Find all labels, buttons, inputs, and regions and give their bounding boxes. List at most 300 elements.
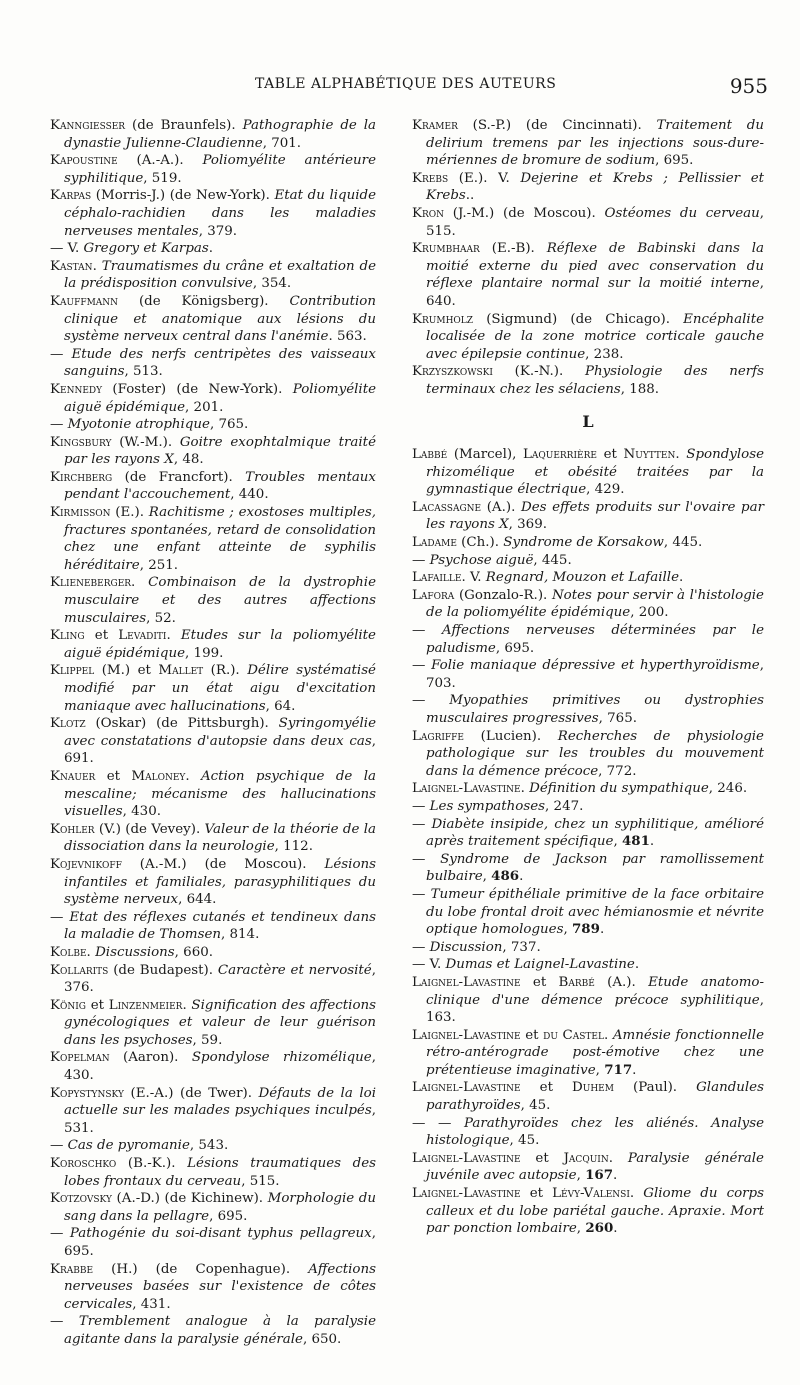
entry-affiliation: et [520,974,559,990]
author-name: Kojevnikoff [50,856,122,872]
right-column-l-entries [412,446,764,1238]
index-entry [412,1027,764,1080]
entry-title: Pathogénie du soi-disant typhus pellagreux [69,1226,372,1242]
page-reference: , 695. [64,1226,376,1259]
page-reference: , 163. [426,992,764,1026]
entry-affiliation: et [520,1027,544,1043]
entry-affiliation: (J.-M.) (de Moscou). [444,205,605,221]
author-name: König [50,997,87,1013]
index-entry [50,187,376,240]
page-reference: , [576,1168,586,1184]
running-title: TABLE ALPHABÉTIQUE DES AUTEURS [255,76,557,92]
entry-title: Traitement du delirium tremens par les injections sous-dure-mériennes de bromure de sodium [426,118,764,169]
author-name: Kauffmann [50,293,119,309]
section-letter: L [582,411,594,431]
coauthor-name: Levaditi [118,628,167,644]
page-reference: , 772. [598,763,637,779]
entry-affiliation: (K.-N.). [492,364,585,380]
entry-affiliation: — V. [50,241,84,257]
entry-title: Des effets produits sur l'ovaire par les rayons X [426,499,764,533]
index-entry [50,662,376,715]
index-entry [50,346,376,381]
author-name: Kling [50,628,85,644]
index-entry [50,856,376,909]
author-name: Kirmisson [50,505,111,521]
entry-affiliation: — [412,658,432,674]
entry-title: Gregory et Karpas [83,241,209,257]
page-reference: , 431. [132,1296,171,1312]
coauthor-name: Mallet [158,663,204,679]
page-reference: , [576,1221,586,1237]
index-entry [50,1225,376,1260]
page-reference: , 430. [64,1050,377,1084]
entry-affiliation: — [412,693,450,709]
index-entry [50,821,376,856]
entry-title: Gliome du corps calleux et du lobe pariétal gauche. Apraxie. Mort par ponction lombaire [426,1186,765,1237]
entry-title: Affections nerveuses déterminées par le paludisme [426,623,764,656]
author-name: Laignel-Lavastine [412,1150,521,1166]
entry-title: Diabète insipide, chez un syphilitique, amélioré après traitement spécifique [426,816,764,850]
page-reference-bold: 486 [491,868,520,885]
entry-affiliation: (de Königsberg). [118,293,290,309]
page-reference: , 376. [64,962,376,996]
page-reference: , 354. [252,276,292,292]
entry-affiliation: — [412,798,430,814]
index-entry [412,692,764,727]
entry-affiliation: et [84,628,119,644]
index-entry [412,816,764,851]
entry-affiliation: (S.-P.) (de Cincinnati). [457,118,657,133]
entry-title: Ostéomes du cerveau [604,205,760,221]
coauthor-name: du Castel [543,1027,604,1043]
page-reference: . [634,957,640,973]
entry-affiliation: . [92,258,102,274]
index-entry [412,363,764,398]
page-reference: , 814. [221,927,260,943]
page-reference: , 703. [426,658,764,691]
entry-title: Regnard, Mouzon et Lafaille [485,570,680,586]
author-name: Koroschko [50,1156,117,1172]
entry-affiliation: (A.-D.) (de Kichinew). [111,1191,268,1207]
entry-affiliation: (A.). [594,974,649,990]
entry-title: Les sympathoses [429,798,546,814]
entry-affiliation: (de Budapest). [108,962,218,978]
author-name: Kron [412,205,445,221]
index-entry [50,909,376,944]
author-name: Laignel-Lavastine [412,1080,521,1096]
entry-title: Contribution clinique et anatomique aux lésions du système nerveux central dans l'anémie [64,293,376,345]
author-name: Laignel-Lavastine [412,781,521,797]
index-entry [412,886,764,939]
entry-title: Poliomyélite antérieure syphilitique [64,153,376,186]
entry-title: Encéphalite localisée de la zone motrice corticale gauche avec épilepsie continue [426,311,764,362]
entry-title: Pathographie de la dynastie Julienne-Claudienne [64,118,377,151]
coauthor-name: Linzenmeier [108,997,183,1013]
index-entry [412,205,764,240]
page-reference-end: . [519,869,524,885]
page-reference: , 246. [708,781,748,797]
page-reference: , 519. [143,170,182,186]
page-reference: , 188. [620,381,660,397]
entry-affiliation: . [608,1150,628,1166]
index-entry [412,851,764,886]
author-name: Krzyszkowski [412,364,493,380]
page-reference: , 200. [630,605,669,621]
page-reference: , 430. [122,804,161,820]
left-column [50,117,376,1349]
entry-title: Lésions infantiles et familiales, parasyphilitiques du système nerveux [64,856,376,908]
author-name: Kastan [50,258,93,274]
index-entry [50,240,376,258]
page-reference: , [613,834,622,850]
page-reference: , 247. [545,798,584,814]
entry-affiliation: — [50,1314,79,1330]
entry-affiliation: . [86,944,96,960]
entry-affiliation: — [50,1138,68,1154]
entry-affiliation: (H.) (de Copenhague). [93,1261,309,1277]
page-reference: , [595,1062,605,1078]
entry-affiliation: (Marcel), [447,447,523,463]
index-entry [412,956,764,974]
index-entry [412,1185,764,1238]
entry-title: Combinaison de la dystrophie musculaire et des autres affections musculaires [64,575,376,626]
author-name: Klotz [50,716,86,732]
page-reference: , 45. [509,1133,540,1149]
author-name: Lagriffe [412,728,464,744]
page-reference: , 531. [64,1103,376,1136]
author-name: Kolbe [50,944,87,960]
entry-affiliation: . [166,628,181,644]
entry-title: Tumeur épithéliale primitive de la face orbitaire du lobe frontal droit avec hémianosmie et névrite optique homologues [426,886,764,938]
page-reference: , 48. [173,452,204,468]
page-reference: , 440. [230,487,269,503]
entry-affiliation: (E.). V. [448,170,521,186]
index-entry [50,293,376,346]
index-entry [50,416,376,434]
page-reference: , 515. [241,1173,280,1189]
entry-affiliation: (R.). [203,663,248,679]
entry-title: Discussion [429,939,503,955]
page-reference: , 644. [178,892,217,908]
author-name: Kennedy [50,381,103,397]
page-reference: , 45. [520,1098,551,1114]
page-reference: , 64. [265,698,296,714]
coauthor-name: Laquerrière [522,447,597,463]
index-entry [412,446,764,499]
index-entry [50,768,376,821]
entry-title: Etat du liquide céphalo-rachidien dans les maladies nerveuses mentales [64,188,376,239]
author-name: Kapoustine [50,153,118,169]
entry-title: Paralysie générale juvénile avec autopsie [426,1150,764,1184]
entry-title: Myotonie atrophique [67,417,210,433]
entry-affiliation: — — [412,1115,464,1131]
entry-affiliation: — [50,1226,70,1242]
entry-title: Tremblement analogue à la paralysie agitante dans la paralysie générale [64,1314,376,1347]
entry-title: Goitre exophtalmique traité par les rayons X [64,434,376,468]
page-reference: , 695. [209,1208,248,1224]
entry-affiliation: (Aaron). [109,1050,192,1066]
entry-title: Notes pour servir à l'histologie de la poliomyélite épidémique [426,587,764,621]
index-entry [50,997,376,1050]
page-reference: , 59. [192,1032,223,1048]
index-entry [50,1137,376,1155]
author-name: Kingsbury [50,434,112,450]
author-name: Laignel-Lavastine [412,1186,521,1202]
author-name: Krumbhaar [412,241,480,257]
author-name: Karpas [50,188,92,204]
author-name: Klieneberger [50,575,132,591]
page-reference: , 429. [586,482,625,498]
coauthor-name: Maloney [131,768,186,784]
index-entry [50,1190,376,1225]
entry-title: Poliomyélite aiguë épidémique [64,381,376,415]
page-reference: , 695. [655,153,694,169]
page-reference: , 199. [185,645,224,661]
entry-affiliation: (A.). [481,499,521,515]
page-reference: , 445. [663,535,703,551]
entry-affiliation: . [182,997,192,1013]
page-reference: , [563,922,572,938]
entry-affiliation: (A.-A.). [117,153,203,169]
index-entry [412,117,764,170]
entry-affiliation: (W.-M.). [111,434,180,450]
index-entry [412,974,764,1027]
entry-title: Etat des réflexes cutanés et tendineux dans la maladie de Thomsen [64,909,376,943]
index-entry [412,552,764,570]
entry-affiliation: . V. [461,570,486,586]
entry-title: Etude des nerfs centripètes des vaisseaux sanguins [64,346,376,380]
coauthor-name: Barbé [558,974,595,990]
author-name: Klippel [50,663,95,679]
entry-title: Etudes sur la poliomyélite aiguë épidémique [64,628,376,661]
page-reference: , 201. [185,399,224,415]
page-reference-end: . [599,922,605,938]
index-entry [50,117,376,152]
entry-title: Défauts de la loi actuelle sur les malades psychiques inculpés [64,1085,376,1119]
entry-affiliation: — [412,886,431,902]
entry-title: Signification des affections gynécologiques et valeur de leur guérison dans les psychoses [64,997,377,1048]
page-reference-bold: 167 [585,1167,614,1184]
author-name: Lacassagne [412,499,482,515]
page-reference: , 112. [274,839,313,855]
author-name: Krabbe [50,1261,94,1277]
page-reference: , 251. [139,557,179,573]
entry-title: Dumas et Laignel-Lavastine [445,957,635,973]
entry-title: Amnésie fonctionnelle rétro-antérograde post-émotive chez une prétentieuse imaginative [426,1027,764,1078]
entry-affiliation: — [412,623,442,639]
entry-title: Psychose aiguë [429,552,534,568]
entry-affiliation: . [675,447,687,463]
author-name: Krumholz [412,311,474,327]
entry-title: Recherches de physiologie pathologique sur les troubles du mouvement dans la démence précoce [426,728,764,779]
author-name: Lafora [412,587,455,603]
entry-title: Parathyroïdes chez les aliénés. Analyse histologique [426,1115,764,1149]
index-entry [412,1150,764,1185]
author-name: Kohler [50,821,95,837]
page-reference: , 691. [64,733,376,767]
entry-affiliation: — [50,909,70,925]
page-reference: , 52. [146,610,176,626]
page-reference: .. [465,188,475,204]
author-name: Knauer [50,768,96,784]
author-name: Kotzovsky [50,1191,112,1207]
entry-title: Syndrome de Korsakow [503,535,664,551]
entry-affiliation: (A.-M.) (de Moscou). [121,856,325,872]
page-reference-end: . [613,1168,618,1184]
page-reference: , 701. [262,135,302,151]
entry-affiliation: et [95,768,132,784]
entry-title: Lésions traumatiques des lobes frontaux du cerveau [64,1156,376,1189]
page-reference: , 369. [508,517,547,533]
page-reference: , 737. [502,939,541,955]
entry-affiliation: (Foster) (de New-York). [102,381,293,397]
index-entry [50,574,376,627]
entry-title: Physiologie des nerfs terminaux chez les sélaciens [426,364,764,397]
page-reference: , 513. [124,364,163,380]
index-entry [50,258,376,293]
entry-affiliation: (V.) (de Vevey). [94,821,205,837]
entry-affiliation: (E.). [110,505,149,521]
author-name: Laignel-Lavastine [412,1027,521,1043]
entry-title: Spondylose rhizomélique et obésité traitées par la gymnastique électrique [426,447,764,498]
index-entry [412,939,764,957]
entry-affiliation: . [520,781,530,797]
author-name: Labbé [412,447,448,463]
page-reference-bold: 789 [571,921,600,938]
index-entry [412,499,764,534]
page-reference: , 238. [585,346,624,362]
entry-affiliation: (M.) et [94,663,159,679]
index-entry [50,152,376,187]
page-reference-bold: 717 [604,1061,633,1078]
author-name: Ladame [412,535,457,551]
page-reference: , 650. [302,1331,342,1347]
entry-affiliation: (Ch.). [456,535,504,551]
index-entry [412,534,764,552]
page-reference: , 515. [426,205,764,239]
page-reference-bold: 481 [621,833,650,850]
entry-title: Glandules parathyroïdes [426,1080,764,1114]
index-entry [50,1049,376,1084]
coauthor-name: Nuytten [623,447,676,463]
entry-title: Spondylose rhizomélique [191,1050,372,1066]
entry-affiliation: et [520,1150,564,1166]
entry-affiliation: — [412,816,432,832]
coauthor-name: Duhem [572,1080,614,1096]
index-entry [412,311,764,364]
coauthor-name: Lévy-Valensi [552,1186,630,1202]
index-entry [412,780,764,798]
page-reference-end: . [649,834,655,850]
author-name: Lafaille [412,570,462,586]
author-name: Kramer [412,118,458,133]
index-entry [412,728,764,781]
page-reference: , 660. [174,944,213,960]
author-name: Kollarits [50,962,109,978]
entry-affiliation: . [629,1186,644,1202]
entry-title: Cas de pyromanie [67,1138,190,1154]
entry-affiliation: — [412,552,430,568]
index-entry [50,962,376,997]
page-reference: . [208,241,214,257]
entry-affiliation: (Sigmund) (de Chicago). [473,311,684,327]
entry-title: Etude anatomo-clinique d'une démence précoce syphilitique [426,974,764,1008]
page-reference: , 695. [495,640,535,656]
index-entry [50,1261,376,1314]
entry-affiliation: . [131,575,149,591]
page-reference: , 379. [198,223,238,239]
index-entry [412,798,764,816]
entry-title: Syringomyélie avec constatations d'autopsie dans deux cas [64,716,376,749]
index-entry [50,1085,376,1138]
author-name: Krebs [412,170,449,186]
entry-title: Réflexe de Babinski dans la moitié externe du pied avec conservation du réflexe plantaire normal sur la moitié interne [426,241,764,292]
entry-affiliation: — [50,417,68,433]
entry-title: Rachitisme ; exostoses multiples, fractures spontanées, retard de consolidation chez une enfant atteinte de syphilis héréditaire [64,505,377,573]
entry-title: Affections nerveuses basées sur l'existence de côtes cervicales [64,1261,376,1312]
page-reference-end: . [613,1221,618,1237]
page-reference-bold: 260 [585,1220,614,1237]
page-reference: , 765. [209,417,249,433]
entry-affiliation: — V. [412,957,446,973]
entry-affiliation: et [596,447,624,463]
page-reference: , 765. [598,711,637,726]
entry-affiliation: (de Braunfels). [125,118,243,133]
entry-affiliation: (Morris-J.) (de New-York). [91,188,275,204]
author-name: Kopelman [50,1050,110,1066]
entry-title: Traumatismes du crâne et exaltation de la prédisposition convulsive [64,258,376,292]
entry-affiliation: et [86,997,109,1013]
page-reference: , 543. [189,1138,229,1154]
index-entry [412,622,764,657]
entry-title: Troubles mentaux pendant l'accouchement [64,469,376,503]
author-name: Kopystynsky [50,1085,124,1101]
index-entry [50,627,376,662]
page-reference: . 563. [328,329,367,345]
entry-affiliation: (B.-K.). [116,1156,188,1172]
right-column-k-entries [412,117,764,399]
entry-title: Discussions [95,944,175,960]
page-number: 955 [729,74,768,98]
index-entry [50,944,376,962]
entry-affiliation: — [412,851,441,867]
index-entry [50,715,376,768]
index-entry [412,1079,764,1114]
entry-title: Action psychique de la mescaline; mécanisme des hallucinations visuelles [64,768,377,820]
index-entry [412,170,764,205]
author-name: Kanngiesser [50,118,126,133]
entry-title: Caractère et nervosité [217,962,372,978]
entry-affiliation: (E.-B). [479,241,547,257]
entry-affiliation: (E.-A.) (de Twer). [123,1085,259,1101]
index-entry [412,1115,764,1150]
entry-title: Délire systématisé modifié par un état aigu d'excitation maniaque avec hallucinations [64,663,376,714]
entry-affiliation: — [50,346,72,362]
entry-affiliation: (Gonzalo-R.). [454,587,552,603]
author-name: Kirchberg [50,469,113,485]
entry-affiliation: — [412,939,430,955]
entry-affiliation: et [520,1186,553,1202]
index-entry [50,381,376,416]
entry-title: Valeur de la théorie de la dissociation dans la neurologie [64,821,376,855]
index-entry [412,240,764,310]
entry-affiliation: (Paul). [613,1080,697,1096]
entry-title: Dejerine et Krebs ; Pellissier et Krebs [426,170,764,204]
entry-affiliation: (de Francfort). [112,469,246,485]
page-reference: , 640. [426,276,764,309]
entry-affiliation: (Oskar) (de Pittsburgh). [85,716,279,732]
author-name: Laignel-Lavastine [412,974,521,990]
